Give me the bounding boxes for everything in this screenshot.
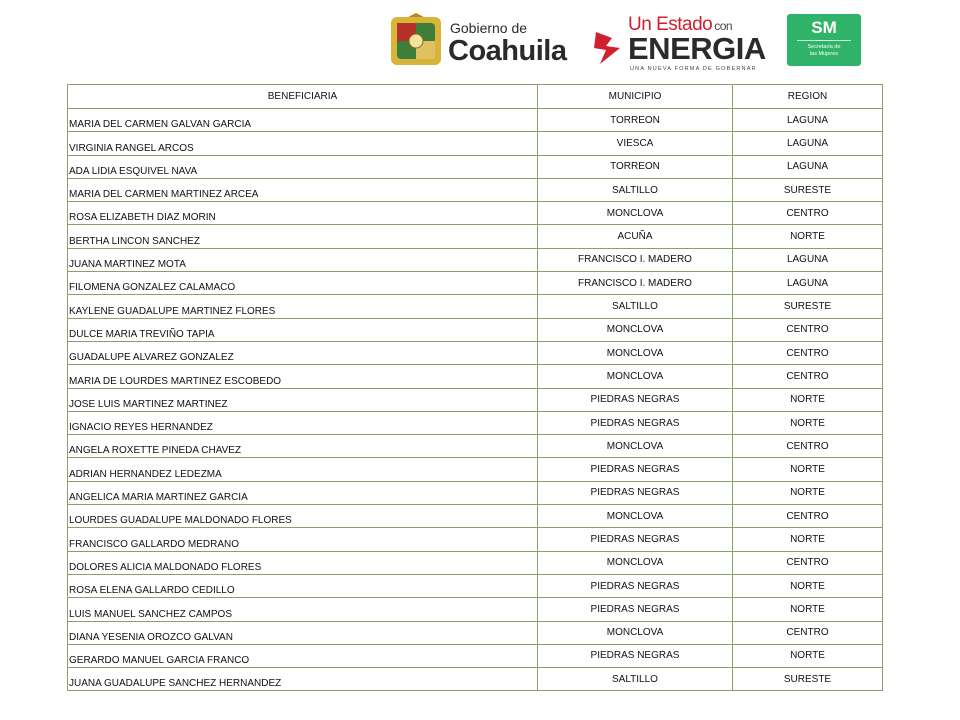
beneficiaria-cell: KAYLENE GUADALUPE MARTINEZ FLORES [68, 295, 538, 318]
municipio-cell: FRANCISCO I. MADERO [538, 248, 733, 271]
header-municipio: MUNICIPIO [538, 85, 733, 109]
municipio-cell: MONCLOVA [538, 365, 733, 388]
municipio-cell: MONCLOVA [538, 551, 733, 574]
energia-logo-slogan: UNA NUEVA FORMA DE GOBERNAR [630, 66, 757, 72]
region-cell: SURESTE [733, 295, 883, 318]
region-cell: NORTE [733, 528, 883, 551]
municipio-cell: TORREON [538, 155, 733, 178]
estado-con-energia-logo [592, 12, 766, 72]
secretaria-mujeres-logo [787, 14, 861, 66]
beneficiaria-cell: ROSA ELENA GALLARDO CEDILLO [68, 574, 538, 597]
region-cell: LAGUNA [733, 109, 883, 132]
beneficiaria-cell: GERARDO MANUEL GARCIA FRANCO [68, 644, 538, 667]
beneficiaria-cell: DULCE MARIA TREVIÑO TAPIA [68, 318, 538, 341]
municipio-cell: SALTILLO [538, 295, 733, 318]
table-row [68, 155, 883, 178]
municipio-cell: ACUÑA [538, 225, 733, 248]
region-cell: LAGUNA [733, 155, 883, 178]
table-row [68, 295, 883, 318]
beneficiaries-table-container [67, 84, 882, 691]
beneficiaria-cell: ANGELICA MARIA MARTINEZ GARCIA [68, 481, 538, 504]
sm-logo-subtitle: Secretaría de las Mujeres [807, 44, 841, 57]
coahuila-logo-big-text: Coahuila [448, 35, 567, 67]
table-header-row [68, 85, 883, 109]
table-row [68, 225, 883, 248]
municipio-cell: PIEDRAS NEGRAS [538, 528, 733, 551]
beneficiaria-cell: MARIA DEL CARMEN MARTINEZ ARCEA [68, 178, 538, 201]
municipio-cell: PIEDRAS NEGRAS [538, 644, 733, 667]
region-cell: NORTE [733, 388, 883, 411]
table-row [68, 644, 883, 667]
table-row [68, 505, 883, 528]
beneficiaria-cell: LUIS MANUEL SANCHEZ CAMPOS [68, 598, 538, 621]
region-cell: NORTE [733, 411, 883, 434]
beneficiaria-cell: JUANA GUADALUPE SANCHEZ HERNANDEZ [68, 668, 538, 691]
beneficiaria-cell: FILOMENA GONZALEZ CALAMACO [68, 272, 538, 295]
region-cell: NORTE [733, 225, 883, 248]
table-row [68, 411, 883, 434]
table-row [68, 132, 883, 155]
municipio-cell: FRANCISCO I. MADERO [538, 272, 733, 295]
municipio-cell: PIEDRAS NEGRAS [538, 574, 733, 597]
coahuila-government-logo [390, 13, 570, 69]
table-row [68, 435, 883, 458]
energia-bolt-icon [592, 26, 628, 66]
table-row [68, 365, 883, 388]
region-cell: NORTE [733, 644, 883, 667]
coahuila-seal-icon [390, 13, 442, 67]
region-cell: NORTE [733, 598, 883, 621]
table-row [68, 202, 883, 225]
beneficiaria-cell: ROSA ELIZABETH DIAZ MORIN [68, 202, 538, 225]
municipio-cell: VIESCA [538, 132, 733, 155]
beneficiaria-cell: DOLORES ALICIA MALDONADO FLORES [68, 551, 538, 574]
region-cell: CENTRO [733, 435, 883, 458]
beneficiaria-cell: ADRIAN HERNANDEZ LEDEZMA [68, 458, 538, 481]
table-row [68, 481, 883, 504]
table-row [68, 668, 883, 691]
region-cell: CENTRO [733, 341, 883, 364]
table-row [68, 272, 883, 295]
sm-logo-divider [797, 40, 851, 41]
municipio-cell: MONCLOVA [538, 341, 733, 364]
table-row [68, 574, 883, 597]
municipio-cell: PIEDRAS NEGRAS [538, 388, 733, 411]
beneficiaria-cell: ADA LIDIA ESQUIVEL NAVA [68, 155, 538, 178]
municipio-cell: MONCLOVA [538, 435, 733, 458]
municipio-cell: MONCLOVA [538, 318, 733, 341]
municipio-cell: MONCLOVA [538, 202, 733, 225]
table-row [68, 341, 883, 364]
table-row [68, 318, 883, 341]
municipio-cell: MONCLOVA [538, 621, 733, 644]
region-cell: CENTRO [733, 202, 883, 225]
beneficiaria-cell: MARIA DEL CARMEN GALVAN GARCIA [68, 109, 538, 132]
beneficiaria-cell: JOSE LUIS MARTINEZ MARTINEZ [68, 388, 538, 411]
table-row [68, 109, 883, 132]
beneficiaria-cell: DIANA YESENIA OROZCO GALVAN [68, 621, 538, 644]
table-row [68, 388, 883, 411]
region-cell: NORTE [733, 458, 883, 481]
municipio-cell: PIEDRAS NEGRAS [538, 481, 733, 504]
municipio-cell: PIEDRAS NEGRAS [538, 598, 733, 621]
energia-logo-top-text: Un Estado con [628, 14, 733, 35]
beneficiaria-cell: GUADALUPE ALVAREZ GONZALEZ [68, 341, 538, 364]
table-body [68, 109, 883, 691]
table-row [68, 528, 883, 551]
beneficiaria-cell: BERTHA LINCON SANCHEZ [68, 225, 538, 248]
region-cell: CENTRO [733, 551, 883, 574]
municipio-cell: SALTILLO [538, 178, 733, 201]
energia-logo-big-text: ENERGIA [628, 31, 766, 66]
municipio-cell: SALTILLO [538, 668, 733, 691]
table-row [68, 178, 883, 201]
municipio-cell: PIEDRAS NEGRAS [538, 458, 733, 481]
region-cell: CENTRO [733, 365, 883, 388]
municipio-cell: PIEDRAS NEGRAS [538, 411, 733, 434]
region-cell: LAGUNA [733, 132, 883, 155]
municipio-cell: TORREON [538, 109, 733, 132]
region-cell: LAGUNA [733, 248, 883, 271]
municipio-cell: MONCLOVA [538, 505, 733, 528]
region-cell: CENTRO [733, 318, 883, 341]
region-cell: NORTE [733, 574, 883, 597]
coahuila-logo-small-text: Gobierno de [450, 20, 528, 36]
region-cell: SURESTE [733, 178, 883, 201]
beneficiaries-table [67, 84, 883, 691]
sm-logo-initials: SM [811, 18, 837, 37]
region-cell: LAGUNA [733, 272, 883, 295]
beneficiaria-cell: FRANCISCO GALLARDO MEDRANO [68, 528, 538, 551]
beneficiaria-cell: JUANA MARTINEZ MOTA [68, 248, 538, 271]
table-row [68, 621, 883, 644]
header-beneficiaria: BENEFICIARIA [68, 85, 538, 109]
table-row [68, 598, 883, 621]
region-cell: CENTRO [733, 621, 883, 644]
beneficiaria-cell: ANGELA ROXETTE PINEDA CHAVEZ [68, 435, 538, 458]
table-row [68, 458, 883, 481]
region-cell: CENTRO [733, 505, 883, 528]
table-row [68, 551, 883, 574]
beneficiaria-cell: VIRGINIA RANGEL ARCOS [68, 132, 538, 155]
header-region: REGION [733, 85, 883, 109]
beneficiaria-cell: IGNACIO REYES HERNANDEZ [68, 411, 538, 434]
table-row [68, 248, 883, 271]
beneficiaria-cell: LOURDES GUADALUPE MALDONADO FLORES [68, 505, 538, 528]
region-cell: SURESTE [733, 668, 883, 691]
region-cell: NORTE [733, 481, 883, 504]
beneficiaria-cell: MARIA DE LOURDES MARTINEZ ESCOBEDO [68, 365, 538, 388]
